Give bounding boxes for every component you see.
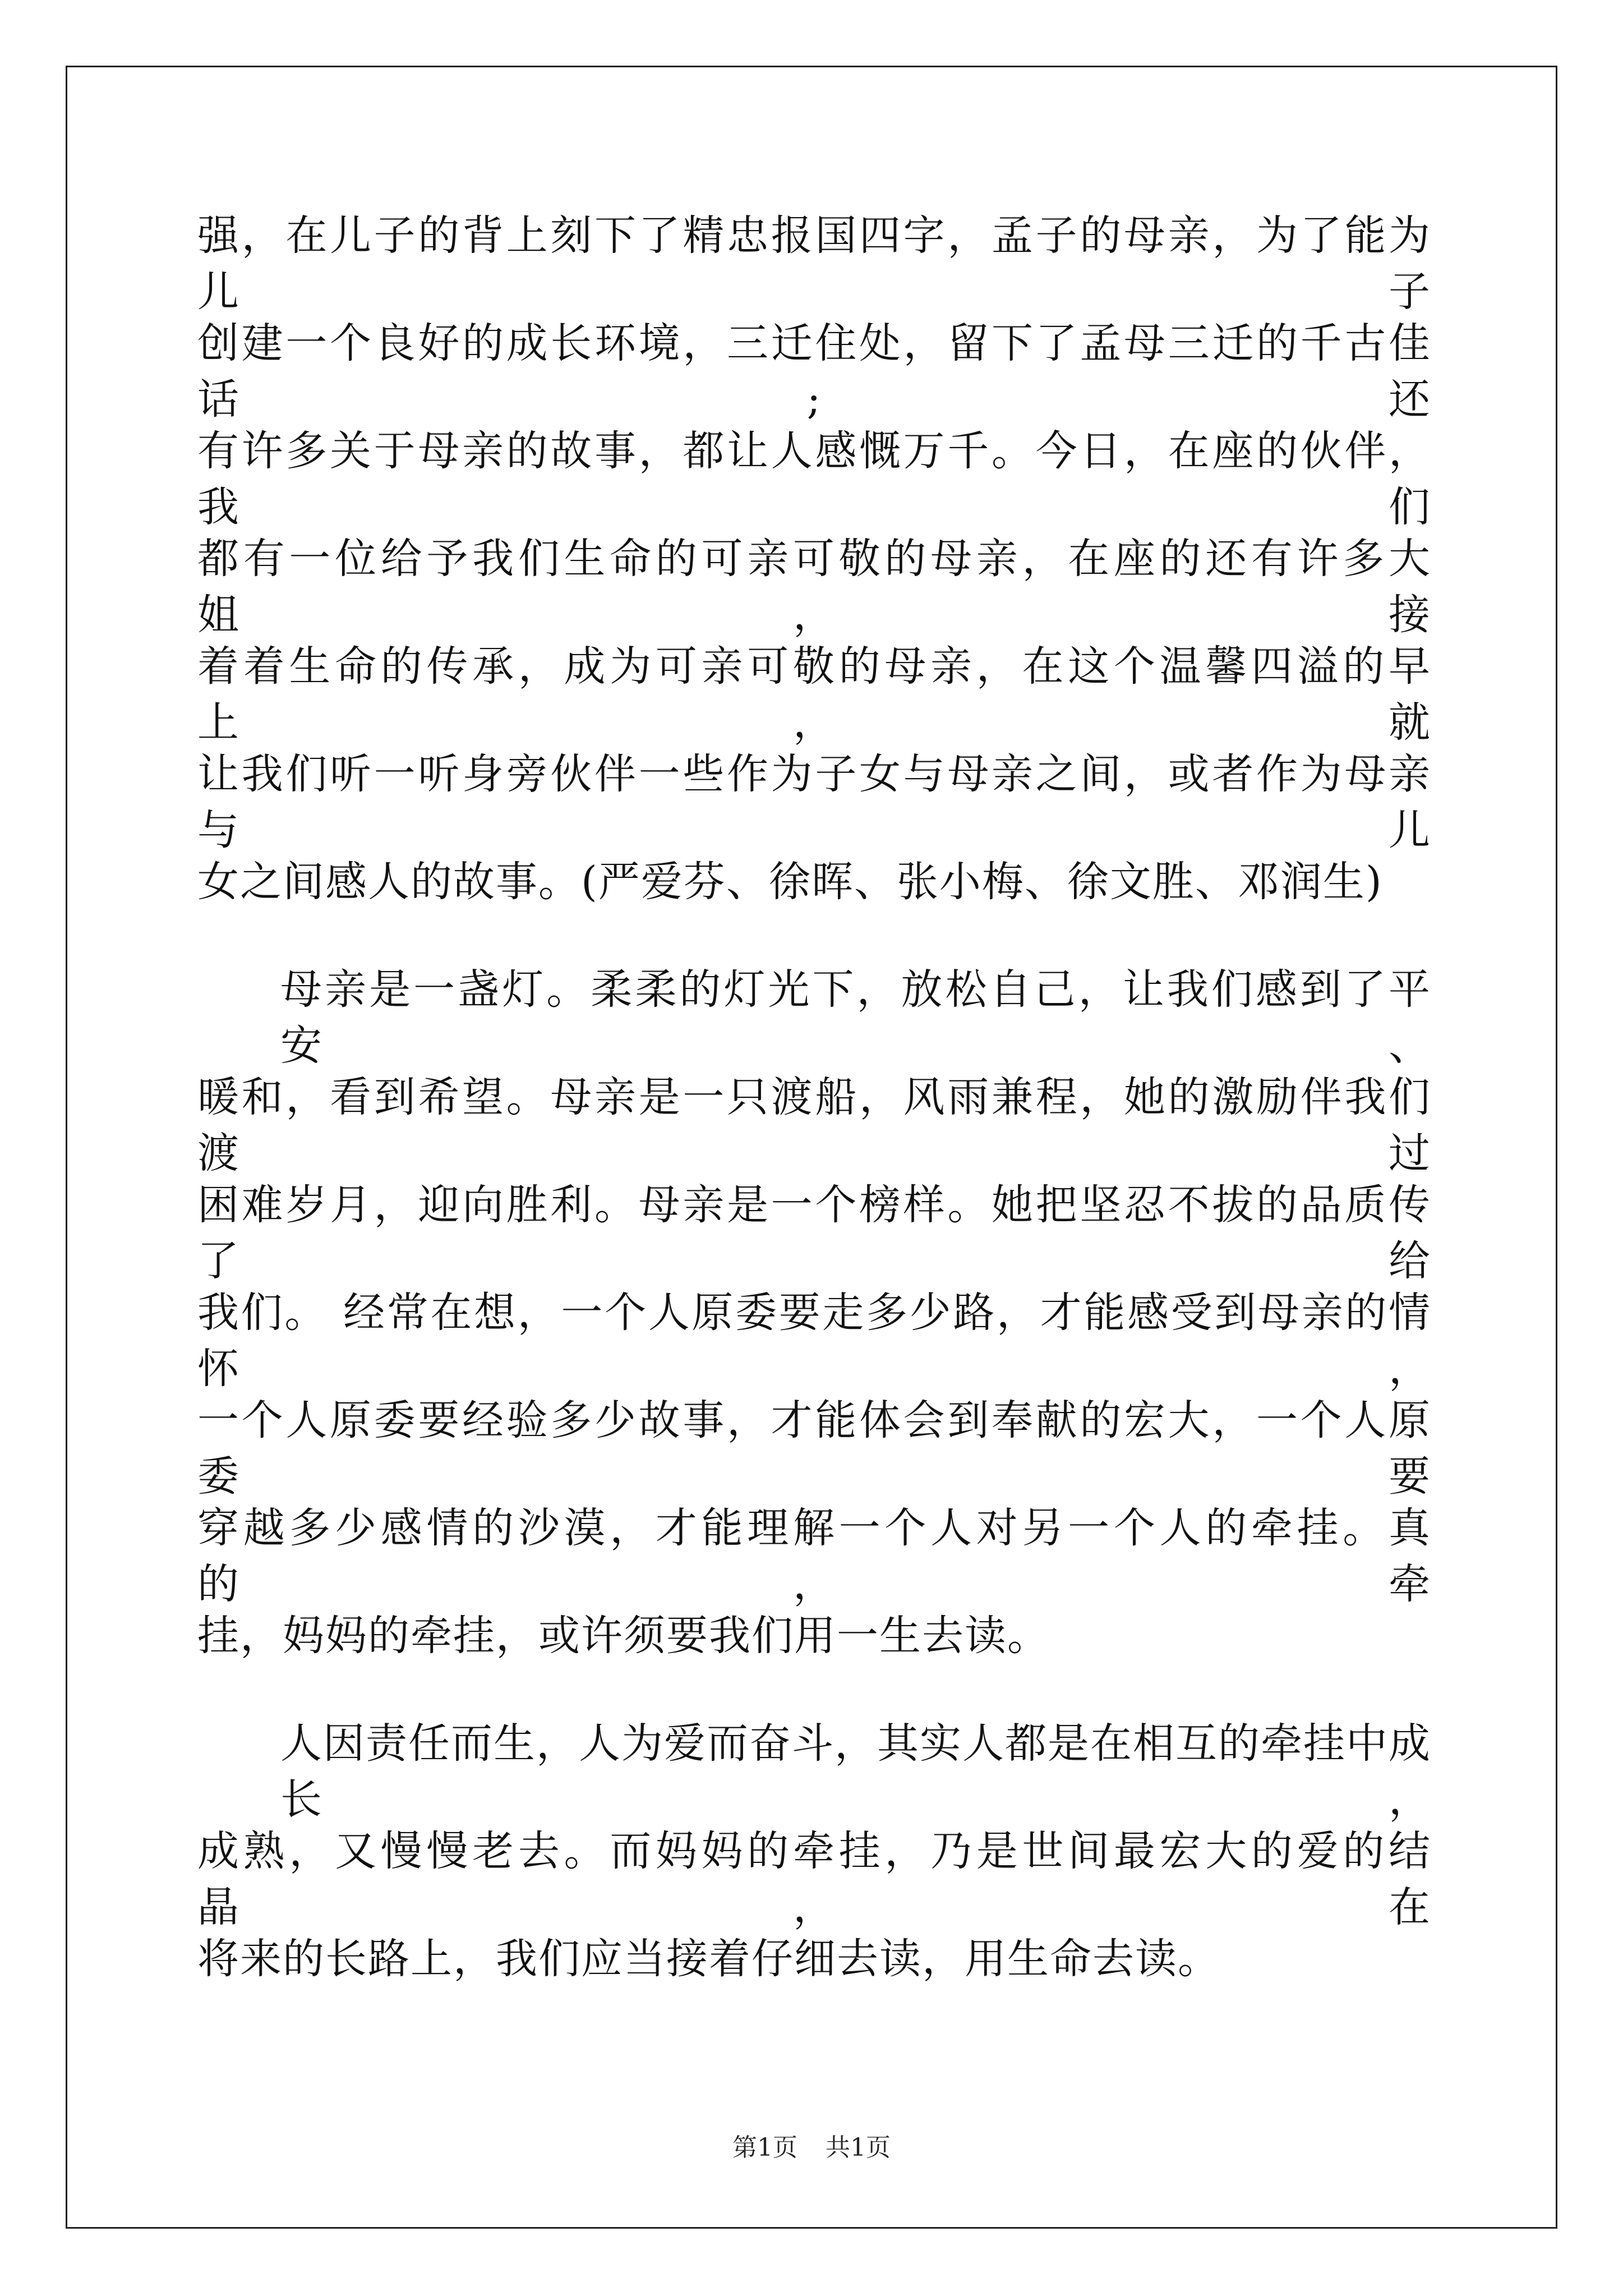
text-line: 成熟，又慢慢老去。而妈妈的牵挂，乃是世间最宏大的爱的结晶，在 bbox=[197, 1827, 1431, 1931]
text-line: 强，在儿子的背上刻下了精忠报国四字，孟子的母亲，为了能为儿子 bbox=[197, 211, 1431, 316]
text-line: 穿越多少感情的沙漠，才能理解一个人对另一个人的牵挂。真的，牵 bbox=[197, 1504, 1431, 1608]
text-line: 我们。 经常在想，一个人原委要走多少路，才能感受到母亲的情怀， bbox=[197, 1289, 1431, 1393]
text-line: 暖和，看到希望。母亲是一只渡船，风雨兼程，她的激励伴我们渡过 bbox=[197, 1073, 1431, 1177]
text-line: 女之间感人的故事。(严爱芬、徐晖、张小梅、徐文胜、邓润生) bbox=[197, 858, 1383, 906]
text-line: 有许多关于母亲的故事，都让人感慨万千。今日，在座的伙伴，我们 bbox=[197, 427, 1431, 531]
text-line: 挂，妈妈的牵挂，或许须要我们用一生去读。 bbox=[197, 1612, 1050, 1660]
text-line: 将来的长路上，我们应当接着仔细去读，用生命去读。 bbox=[197, 1935, 1220, 1983]
text-line: 都有一位给予我们生命的可亲可敬的母亲，在座的还有许多大姐，接 bbox=[197, 535, 1431, 639]
text-line: 创建一个良好的成长环境，三迁住处，留下了孟母三迁的千古佳话;还 bbox=[197, 319, 1431, 424]
paragraph-first-line: 母亲是一盏灯。柔柔的灯光下，放松自己，让我们感到了平安、 bbox=[280, 965, 1431, 1070]
text-line: 让我们听一听身旁伙伴一些作为子女与母亲之间，或者作为母亲与儿 bbox=[197, 750, 1431, 854]
text-line: 困难岁月，迎向胜利。母亲是一个榜样。她把坚忍不拔的品质传了给 bbox=[197, 1181, 1431, 1285]
page-number: 第1页 bbox=[732, 2133, 797, 2162]
text-line: 一个人原委要经验多少故事，才能体会到奉献的宏大，一个人原委要 bbox=[197, 1396, 1431, 1501]
text-line: 着着生命的传承，成为可亲可敬的母亲，在这个温馨四溢的早上，就 bbox=[197, 642, 1431, 747]
page-total: 共1页 bbox=[826, 2133, 891, 2162]
page-footer bbox=[0, 2127, 1623, 2163]
paragraph-first-line: 人因责任而生，人为爱而奋斗，其实人都是在相互的牵挂中成长， bbox=[280, 1719, 1431, 1824]
